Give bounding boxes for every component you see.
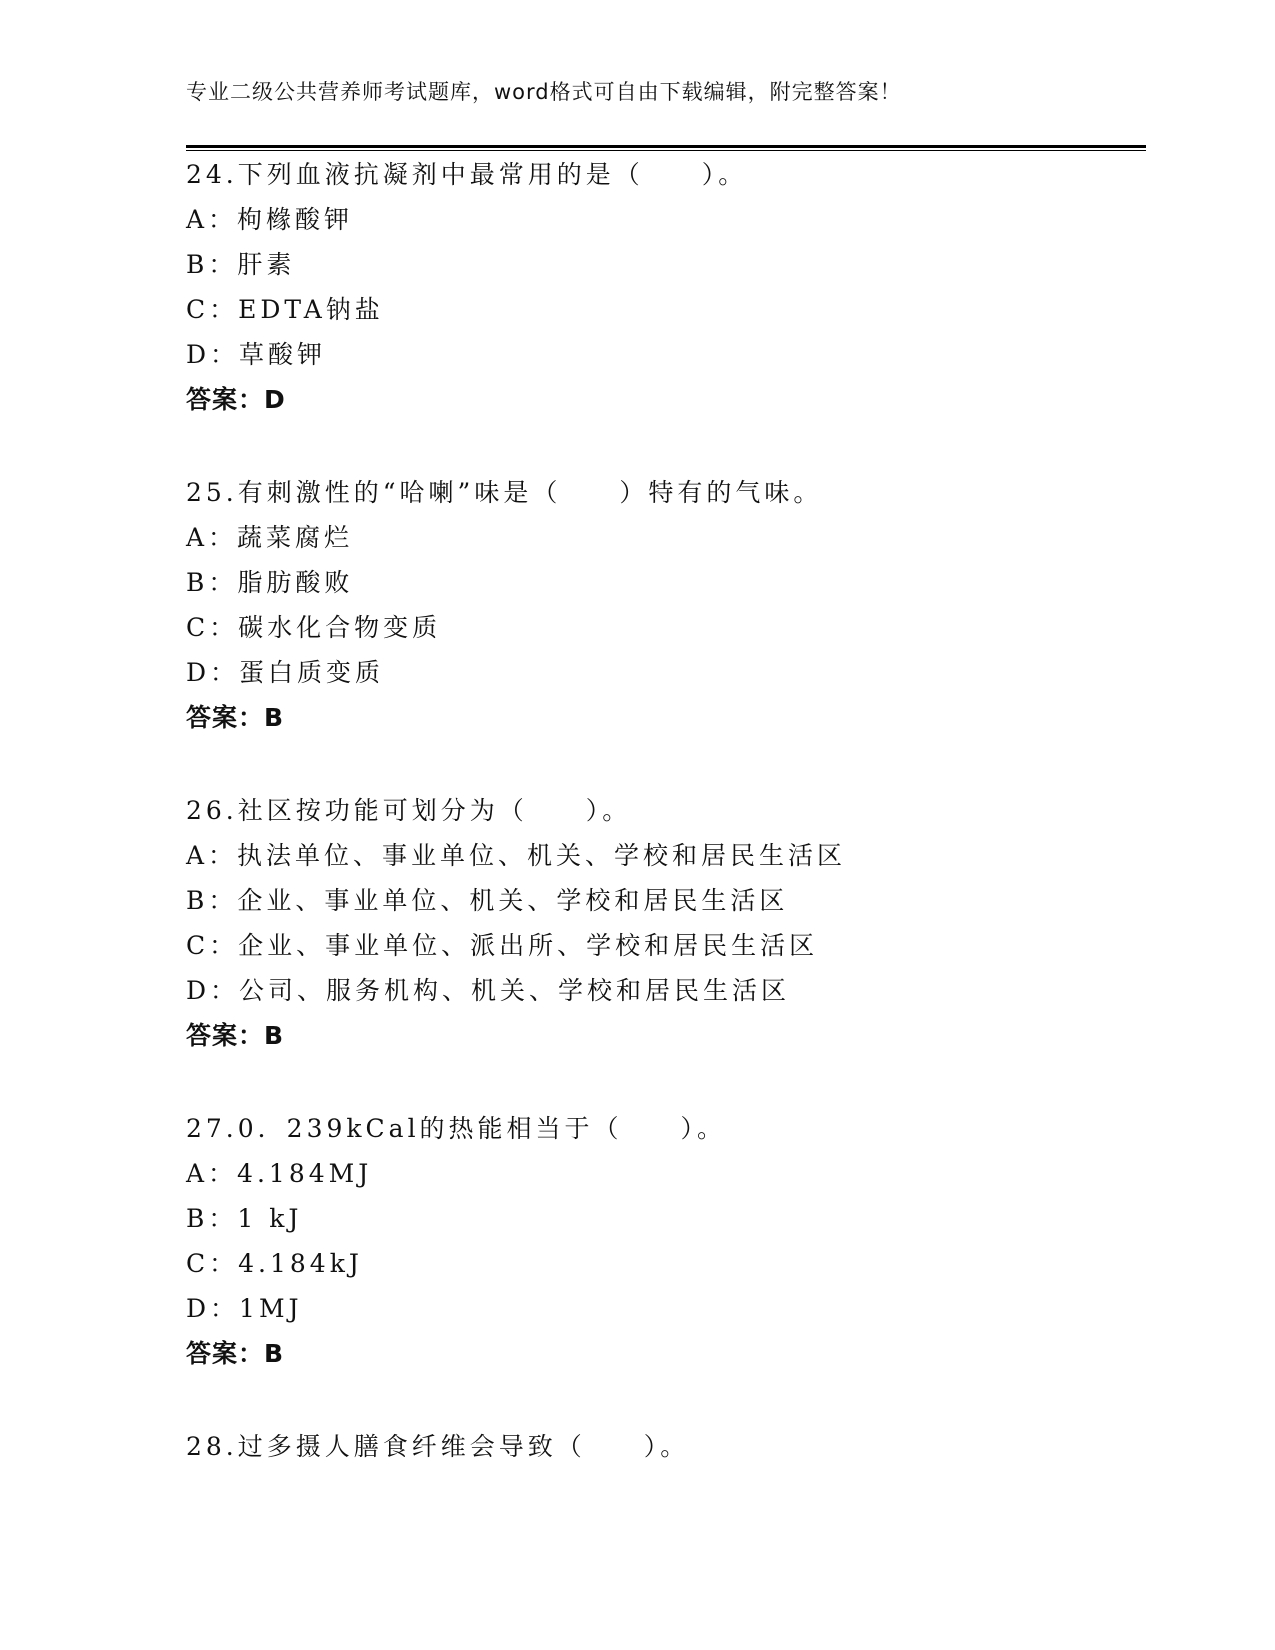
answer-prefix: 答案： <box>186 1021 265 1050</box>
option-d: D：公司、服务机构、机关、学校和居民生活区 <box>186 976 791 1005</box>
answer-value: B <box>264 1339 285 1368</box>
question-stem: 28.过多摄人膳食纤维会导致（ ）。 <box>186 1432 690 1461</box>
option-a: A：4.184MJ <box>186 1159 373 1188</box>
option-c: C：4.184kJ <box>186 1249 363 1278</box>
question-stem: 26.社区按功能可划分为（ ）。 <box>186 796 632 825</box>
option-b: B：企业、事业单位、机关、学校和居民生活区 <box>186 886 789 915</box>
answer-prefix: 答案： <box>186 1339 265 1368</box>
header-rule-thin <box>186 150 1146 151</box>
header-rule-thick <box>186 145 1146 148</box>
answer-value: B <box>264 703 285 732</box>
answer-prefix: 答案： <box>186 385 265 414</box>
answer-line <box>186 695 1146 740</box>
question-27 <box>186 1106 1146 1376</box>
question-stem: 25.有刺激性的“哈喇”味是（ ）特有的气味。 <box>186 478 823 507</box>
answer-prefix: 答案： <box>186 703 265 732</box>
answer-line <box>186 1331 1146 1376</box>
question-stem: 24.下列血液抗凝剂中最常用的是（ ）。 <box>186 160 748 189</box>
page-header: 专业二级公共营养师考试题库，word格式可自由下载编辑，附完整答案！ <box>186 80 902 104</box>
answer-line <box>186 1013 1146 1058</box>
answer-line <box>186 377 1146 422</box>
option-c: C：碳水化合物变质 <box>186 613 442 642</box>
option-b: B：1 kJ <box>186 1204 303 1233</box>
option-a: A：枸橼酸钾 <box>186 205 354 234</box>
option-b: B：肝素 <box>186 250 296 279</box>
question-26 <box>186 788 1146 1058</box>
question-stem: 27.0．239kCal的热能相当于（ ）。 <box>186 1114 727 1143</box>
question-28 <box>186 1424 1146 1469</box>
answer-value: D <box>264 385 286 414</box>
option-a: A：蔬菜腐烂 <box>186 523 354 552</box>
option-a: A：执法单位、事业单位、机关、学校和居民生活区 <box>186 841 847 870</box>
question-24 <box>186 152 1146 422</box>
option-d: D：1MJ <box>186 1294 303 1323</box>
option-d: D：蛋白质变质 <box>186 658 385 687</box>
answer-value: B <box>264 1021 285 1050</box>
option-c: C：企业、事业单位、派出所、学校和居民生活区 <box>186 931 819 960</box>
question-25 <box>186 470 1146 740</box>
option-d: D：草酸钾 <box>186 340 327 369</box>
option-b: B：脂肪酸败 <box>186 568 354 597</box>
option-c: C：EDTA钠盐 <box>186 295 384 324</box>
